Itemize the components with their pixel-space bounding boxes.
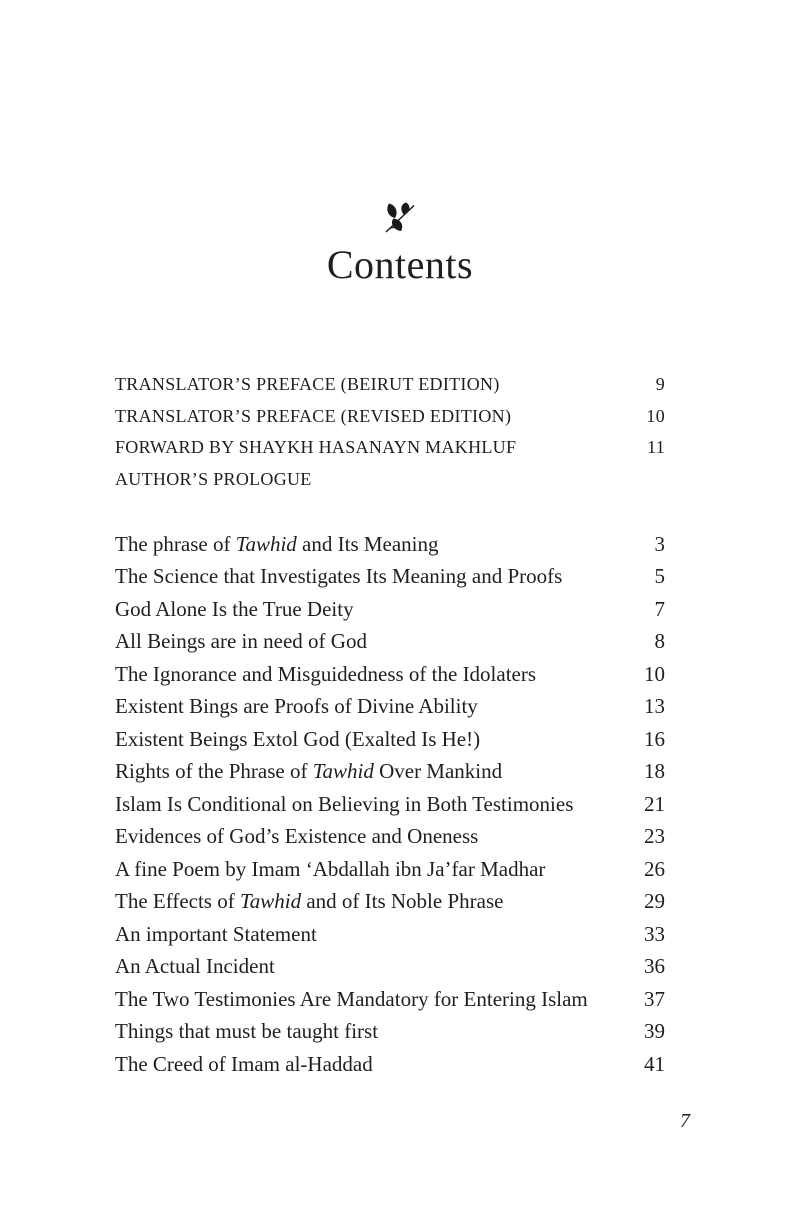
toc-row: [115, 597, 665, 630]
toc-entry-title: The Ignorance and Misguidedness of the Idolaters: [115, 661, 537, 686]
toc-row: [115, 437, 665, 469]
toc-row: [115, 532, 665, 565]
toc-row: [115, 1019, 665, 1052]
toc-row: [115, 759, 665, 792]
toc-entry-title: AUTHOR’S PROLOGUE: [115, 469, 312, 490]
toc-entry-title: The Creed of Imam al-Haddad: [115, 1051, 373, 1076]
toc-entry-title: All Beings are in need of God: [115, 629, 367, 654]
toc-entry-page: 3: [654, 531, 665, 556]
toc-list: [115, 532, 665, 1085]
toc-entry-title: TRANSLATOR’S PREFACE (REVISED EDITION): [115, 405, 512, 426]
toc-entry-page: 16: [644, 726, 665, 751]
toc-row: [115, 987, 665, 1020]
toc-entry-page: 5: [654, 564, 665, 589]
page-title: Contents: [326, 242, 474, 287]
toc-row: [115, 857, 665, 890]
toc-row: [115, 406, 665, 438]
toc-entry-page: 8: [654, 629, 665, 654]
toc-entry-page: 36: [644, 954, 665, 979]
toc-entry-title: A fine Poem by Imam ‘Abdallah ibn Ja’far Madhar: [115, 856, 546, 881]
toc-entry-page: 23: [644, 824, 665, 849]
toc-entry-title: An important Statement: [115, 921, 317, 946]
leaf-ornament-icon: [0, 202, 800, 234]
toc-entry-page: 37: [644, 986, 665, 1011]
toc-row: [115, 824, 665, 857]
toc-entry-title: TRANSLATOR’S PREFACE (BEIRUT EDITION): [115, 374, 500, 394]
toc-row: [115, 564, 665, 597]
toc-row: [115, 374, 665, 406]
toc-entry-title: An Actual Incident: [115, 954, 275, 979]
toc-entry-title: The Two Testimonies Are Mandatory for Entering Islam: [115, 986, 588, 1011]
toc-entry-page: 18: [644, 759, 665, 784]
toc-entry-title: Islam Is Conditional on Believing in Both Testimonies: [115, 791, 574, 816]
toc-row: [115, 727, 665, 760]
toc-entry-page: 11: [647, 437, 665, 458]
toc-entry-page: 21: [644, 791, 665, 816]
toc-entry-title: The Science that Investigates Its Meaning and Proofs: [115, 564, 563, 589]
toc-entry-title: Existent Beings Extol God (Exalted Is He!): [115, 726, 481, 751]
toc-row: [115, 889, 665, 922]
table-of-contents: [115, 374, 665, 1084]
toc-entry-page: 41: [644, 1051, 665, 1076]
toc-entry-page: 33: [644, 921, 665, 946]
toc-entry-page: 26: [644, 856, 665, 881]
toc-entry-page: 9: [655, 374, 665, 394]
toc-row: [115, 922, 665, 955]
toc-entry-title: The phrase of Tawhid and Its Meaning: [115, 531, 439, 556]
toc-entry-page: 7: [654, 596, 665, 621]
front-matter-list: [115, 374, 665, 501]
toc-entry-title: The Effects of Tawhid and of Its Noble Phrase: [115, 889, 504, 914]
toc-entry-title: God Alone Is the True Deity: [115, 596, 354, 621]
toc-entry-title: Things that must be taught first: [115, 1019, 379, 1044]
toc-row: [115, 469, 665, 501]
toc-entry-title: Evidences of God’s Existence and Oneness: [115, 824, 479, 849]
toc-entry-title: FORWARD BY SHAYKH HASANAYN MAKHLUF: [115, 437, 517, 458]
toc-entry-page: 13: [644, 694, 665, 719]
toc-entry-title: Existent Bings are Proofs of Divine Ability: [115, 694, 478, 719]
toc-row: [115, 694, 665, 727]
toc-entry-page: 39: [644, 1019, 665, 1044]
toc-row: [115, 954, 665, 987]
toc-row: [115, 792, 665, 825]
toc-row: [115, 662, 665, 695]
toc-entry-title: Rights of the Phrase of Tawhid Over Mankind: [115, 759, 503, 784]
toc-row: [115, 629, 665, 662]
page-number: 7: [680, 1110, 690, 1132]
toc-entry-page: 10: [644, 661, 665, 686]
toc-row: [115, 1052, 665, 1085]
toc-entry-page: 29: [644, 889, 665, 914]
toc-entry-page: 10: [646, 405, 665, 426]
